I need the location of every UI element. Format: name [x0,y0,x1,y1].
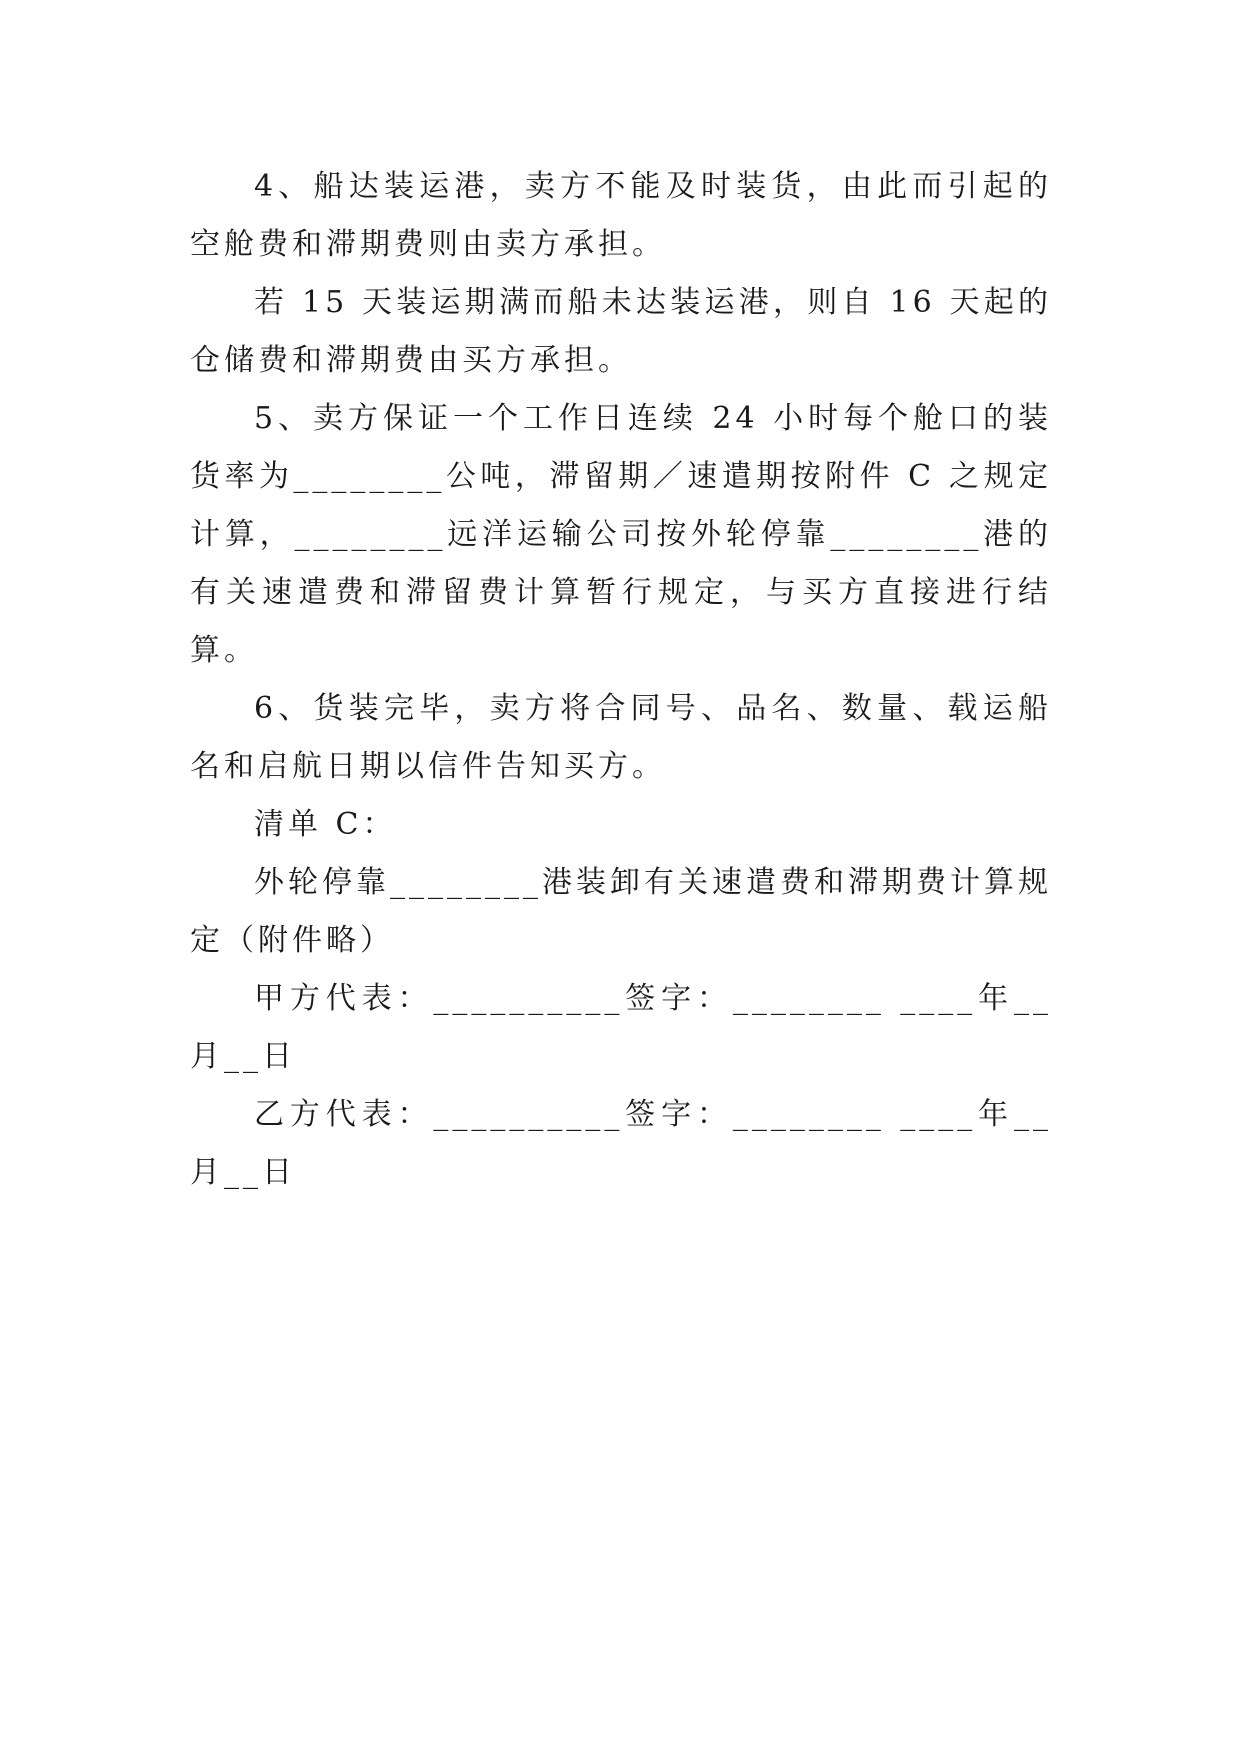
clause-4-paragraph: 4、船达装运港，卖方不能及时装货，由此而引起的空舱费和滞期费则由卖方承担。 [190,169,1052,262]
storage-fee-paragraph: 若 15 天装运期满而船未达装运港，则自 16 天起的仓储费和滞期费由买方承担。 [190,285,1052,378]
list-c-description: 外轮停靠________港装卸有关速遣费和滞期费计算规定（附件略） [190,865,1052,958]
clause-5-paragraph: 5、卖方保证一个工作日连续 24 小时每个舱口的装货率为________公吨，滞留期／速遣期按附件 C 之规定计算，________远洋运输公司按外轮停靠________港的有关速遣费和滞留费计算暂行规定，与买方直接进行结算。 [190,401,1052,668]
clause-6-paragraph: 6、货装完毕，卖方将合同号、品名、数量、载运船名和启航日期以信件告知买方。 [190,691,1052,784]
document-body [190,158,1052,1202]
list-c-heading: 清单 C： [254,807,397,842]
party-b-signature-line: 乙方代表：__________签字：________ ____年__月__日 [190,1097,1052,1190]
party-a-signature-line: 甲方代表：__________签字：________ ____年__月__日 [190,981,1052,1074]
